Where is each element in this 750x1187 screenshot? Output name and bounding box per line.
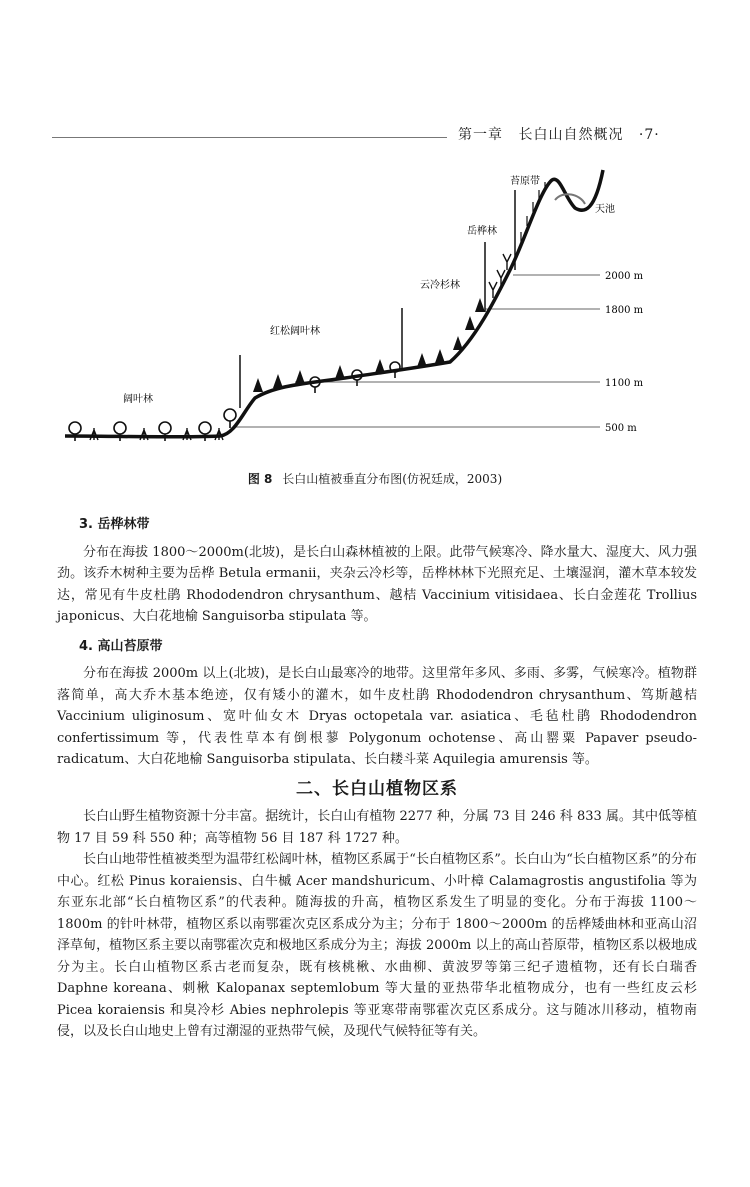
paragraph-flora-region: 长白山地带性植被类型为温带红松阔叶林，植物区系属于“长白植物区系”。长白山为“长白植物区系”的分布中心。红松 Pinus koraiensis、白牛槭 Acer mandshuricum、小叶樟 Calamagrostis angustifolia 等为东亚东北部“长白植物区系”的代表种。随海拔的升高，植物区系发生了明显的变化。分布于海拔 1100～1800m 的针叶林带，植物区系以南鄂霍次克区系成分为主；分布于 1800～2000m 的岳桦矮曲林和亚高山沼泽草甸，植物区系主要以南鄂霍次克和极地区系成分为主；海拔 2000m 以上的高山苔原带，植物区系以极地成分为主。长白山植物区系古老而复杂，既有核桃楸、水曲柳、黄波罗等第三纪孑遗植物，还有长白瑞香 Daphne koreana、刺楸 Kalopanax septemlobum 等大量的亚热带华北植物成分，也有一些红皮云杉 Picea koraiensis 和臭冷杉 Abies nephrolepis 等亚寒带南鄂霍次克区系成分。这与随冰川移动，植物南侵，以及长白山地史上曾有过潮湿的亚热带气候，及现代气候特征等有关。 [57,852,697,1039]
header-title: 长白山自然概况 [518,127,624,143]
vegetation-profile-figure [55,160,705,460]
zone-label-pine-broadleaf: 红松阔叶林 [270,326,320,337]
running-header [458,124,670,144]
body-text [57,510,697,1043]
zone-label-birch: 岳桦林 [467,226,497,237]
header-chapter: 第一章 [458,127,503,143]
section-title-birch: 3. 岳桦林带 [79,517,150,532]
figure-caption-text: 长白山植被垂直分布图(仿祝廷成，2003) [282,472,503,486]
paragraph-birch: 分布在海拔 1800～2000m(北坡)，是长白山森林植被的上限。此带气候寒冷、降水量大、湿度大、风力强劲。该乔木树种主要为岳桦 Betula ermanii，夹杂云冷杉等，岳桦林林下光照充足、土壤湿润，灌木草本较发达，常见有牛皮杜鹃 Rhododendron chrysanthum、越桔 Vaccinium vitisidaea、长白金莲花 Trollius japonicus、大白花地榆 Sanguisorba stipulata 等。 [57,544,697,624]
paragraph-flora-stats: 长白山野生植物资源十分丰富。据统计，长白山有植物 2277 种，分属 73 目 246 科 833 属。其中低等植物 17 目 59 科 550 种；高等植物 56 目 187 科 1727 种。 [57,809,697,846]
altitude-label-500: 500 m [605,423,637,434]
conifer-tree-icons [253,298,485,392]
paragraph-tundra: 分布在海拔 2000m 以上(北坡)，是长白山最寒冷的地带。这里常年多风、多雨、多雾，气候寒冷。植物群落简单，高大乔木基本绝迹，仅有矮小的灌木，如牛皮杜鹃 Rhododendron chrysanthum、笃斯越桔 Vaccinium uliginosum、宽叶仙女木 Dryas octopetala var. asiatica、毛毡杜鹃 Rhododendron confertissimum 等，代表性草本有倒根蓼 Polygonum ochotense、高山罂粟 Papaver pseudo-radicatum、大白花地榆 Sanguisorba stipulata、长白耧斗菜 Aquilegia amurensis 等。 [57,666,697,767]
zone-label-spruce-fir: 云冷杉林 [420,280,460,291]
altitude-label-1800: 1800 m [605,305,644,316]
figure-caption-label: 图 8 [247,472,273,486]
zone-label-broadleaf: 阔叶林 [123,394,153,405]
altitude-label-1100: 1100 m [605,378,644,389]
altitude-label-2000: 2000 m [605,271,644,282]
figure-caption [0,470,750,487]
zone-label-lake: 天池 [595,204,615,215]
zone-label-tundra: 苔原带 [510,176,540,187]
section-title-tundra: 4. 高山苔原带 [79,638,163,654]
header-rule [52,137,447,138]
chapter-section-heading: 二、长白山植物区系 [296,778,458,799]
header-page-number: ·7· [638,127,660,143]
